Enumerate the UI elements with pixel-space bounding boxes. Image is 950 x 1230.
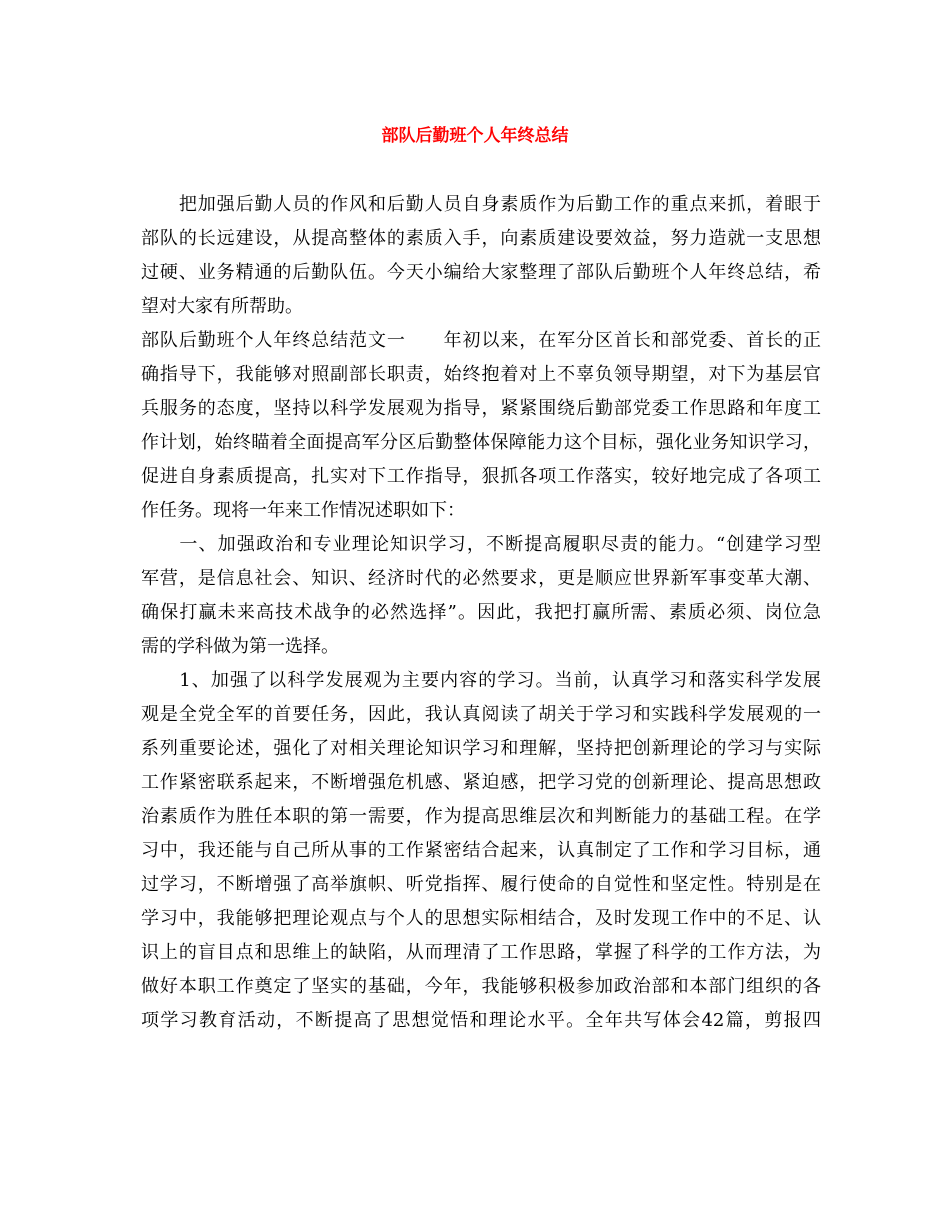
text-line: 习中，我还能与自己所从事的工作紧密结合起来，认真制定了工作和学习目标，通 bbox=[141, 840, 821, 861]
text-line: 识上的盲目点和思维上的缺陷，从而理清了工作思路，掌握了科学的工作方法，为 bbox=[141, 942, 821, 963]
text-line: 过硬、业务精通的后勤队伍。今天小编给大家整理了部队后勤班个人年终总结，希 bbox=[141, 262, 821, 283]
text-line: 一、加强政治和专业理论知识学习，不断提高履职尽责的能力。“创建学习型 bbox=[141, 534, 821, 555]
text-line: 促进自身素质提高，扎实对下工作指导，狠抓各项工作落实，较好地完成了各项工 bbox=[141, 466, 821, 487]
text-line: 系列重要论述，强化了对相关理论知识学习和理解，坚持把创新理论的学习与实际 bbox=[141, 738, 821, 759]
text-line: 确保打赢未来高技术战争的必然选择”。因此，我把打赢所需、素质必须、岗位急 bbox=[141, 602, 821, 623]
text-line: 确指导下，我能够对照副部长职责，始终抱着对上不辜负领导期望，对下为基层官 bbox=[141, 364, 821, 385]
text-line: 学习中，我能够把理论观点与个人的思想实际相结合，及时发现工作中的不足、认 bbox=[141, 908, 821, 929]
text-line: 过学习，不断增强了高举旗帜、听党指挥、履行使命的自觉性和坚定性。特别是在 bbox=[141, 874, 821, 895]
text-line: 项学习教育活动，不断提高了思想觉悟和理论水平。全年共写体会42篇，剪报四 bbox=[141, 1010, 821, 1031]
text-line: 1、加强了以科学发展观为主要内容的学习。当前，认真学习和落实科学发展 bbox=[141, 670, 821, 691]
text-line: 作计划，始终瞄着全面提高军分区后勤整体保障能力这个目标，强化业务知识学习， bbox=[141, 432, 821, 453]
text-line: 需的学科做为第一选择。 bbox=[141, 636, 339, 657]
text-line: 兵服务的态度，坚持以科学发展观为指导，紧紧围绕后勤部党委工作思路和年度工 bbox=[141, 398, 821, 419]
text-line: 军营，是信息社会、知识、经济时代的必然要求，更是顺应世界新军事变革大潮、 bbox=[141, 568, 821, 589]
document-body bbox=[141, 188, 821, 1038]
text-line: 作任务。现将一年来工作情况述职如下： bbox=[141, 500, 465, 521]
text-line: 部队后勤班个人年终总结范文一 年初以来，在军分区首长和部党委、首长的正 bbox=[141, 330, 821, 351]
text-line: 治素质作为胜任本职的第一需要，作为提高思维层次和判断能力的基础工程。在学 bbox=[141, 806, 821, 827]
text-line: 观是全党全军的首要任务，因此，我认真阅读了胡关于学习和实践科学发展观的一 bbox=[141, 704, 821, 725]
document-title: 部队后勤班个人年终总结 bbox=[381, 126, 569, 146]
text-line: 部队的长远建设，从提高整体的素质入手，向素质建设要效益，努力造就一支思想 bbox=[141, 228, 821, 249]
text-line: 望对大家有所帮助。 bbox=[141, 296, 303, 317]
text-line: 做好本职工作奠定了坚实的基础，今年，我能够积极参加政治部和本部门组织的各 bbox=[141, 976, 821, 997]
text-line: 把加强后勤人员的作风和后勤人员自身素质作为后勤工作的重点来抓，着眼于 bbox=[141, 194, 821, 215]
text-line: 工作紧密联系起来，不断增强危机感、紧迫感，把学习党的创新理论、提高思想政 bbox=[141, 772, 821, 793]
